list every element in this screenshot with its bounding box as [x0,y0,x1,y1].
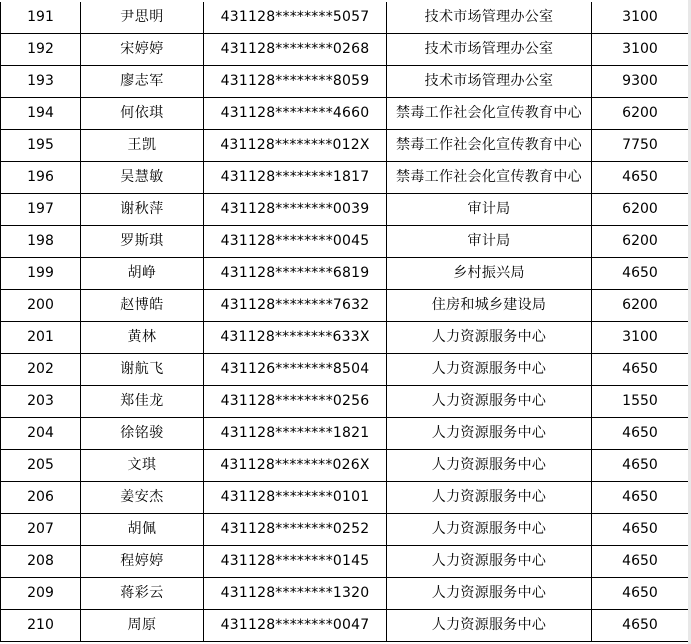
cell-id-number[interactable]: 431128********633X [204,322,387,354]
cell-amount[interactable]: 4650 [592,546,689,578]
cell-work-unit[interactable]: 禁毒工作社会化宣传教育中心 [387,98,592,130]
cell-id-number[interactable]: 431128********012X [204,130,387,162]
cell-id-number[interactable]: 431128********6819 [204,258,387,290]
cell-amount[interactable]: 3100 [592,34,689,66]
cell-person-name[interactable]: 徐铭骏 [81,418,204,450]
table-row [1,514,689,546]
table-row [1,610,689,642]
cell-person-name[interactable]: 赵博皓 [81,290,204,322]
cell-work-unit[interactable]: 人力资源服务中心 [387,514,592,546]
table-body [1,2,689,642]
cell-work-unit[interactable]: 审计局 [387,194,592,226]
cell-work-unit[interactable]: 人力资源服务中心 [387,386,592,418]
table-row [1,546,689,578]
table-row [1,162,689,194]
cell-amount[interactable]: 6200 [592,290,689,322]
cell-id-number[interactable]: 431128********0256 [204,386,387,418]
cell-amount[interactable]: 9300 [592,66,689,98]
table-row [1,130,689,162]
cell-amount[interactable]: 4650 [592,578,689,610]
cell-work-unit[interactable]: 人力资源服务中心 [387,418,592,450]
cell-person-name[interactable]: 蒋彩云 [81,578,204,610]
cell-work-unit[interactable]: 审计局 [387,226,592,258]
cell-id-number[interactable]: 431128********0252 [204,514,387,546]
cell-serial-number[interactable]: 209 [1,578,81,610]
cell-person-name[interactable]: 周原 [81,610,204,642]
cell-person-name[interactable]: 黄林 [81,322,204,354]
cell-person-name[interactable]: 胡峥 [81,258,204,290]
cell-id-number[interactable]: 431128********1821 [204,418,387,450]
cell-amount[interactable]: 3100 [592,322,689,354]
table-row [1,66,689,98]
cell-serial-number[interactable]: 196 [1,162,81,194]
cell-work-unit[interactable]: 乡村振兴局 [387,258,592,290]
cell-serial-number[interactable]: 207 [1,514,81,546]
table-row [1,386,689,418]
cell-serial-number[interactable]: 197 [1,194,81,226]
cell-amount[interactable]: 6200 [592,194,689,226]
cell-amount[interactable]: 4650 [592,482,689,514]
cell-work-unit[interactable]: 人力资源服务中心 [387,578,592,610]
cell-id-number[interactable]: 431128********0268 [204,34,387,66]
table-row [1,194,689,226]
table-row [1,450,689,482]
table-row [1,2,689,34]
table-row [1,578,689,610]
cell-person-name[interactable]: 何依琪 [81,98,204,130]
table-row [1,354,689,386]
cell-person-name[interactable]: 胡佩 [81,514,204,546]
cell-person-name[interactable]: 程婷婷 [81,546,204,578]
cell-amount[interactable]: 6200 [592,226,689,258]
cell-work-unit[interactable]: 人力资源服务中心 [387,546,592,578]
cell-serial-number[interactable]: 200 [1,290,81,322]
cell-id-number[interactable]: 431128********4660 [204,98,387,130]
cell-id-number[interactable]: 431128********0101 [204,482,387,514]
cell-amount[interactable]: 6200 [592,98,689,130]
cell-id-number[interactable]: 431128********0145 [204,546,387,578]
cell-amount[interactable]: 4650 [592,258,689,290]
cell-amount[interactable]: 4650 [592,162,689,194]
cell-serial-number[interactable]: 208 [1,546,81,578]
cell-amount[interactable]: 4650 [592,418,689,450]
cell-amount[interactable]: 4650 [592,354,689,386]
cell-person-name[interactable]: 郑佳龙 [81,386,204,418]
cell-work-unit[interactable]: 人力资源服务中心 [387,610,592,642]
cell-work-unit[interactable]: 技术市场管理办公室 [387,66,592,98]
cell-amount[interactable]: 4650 [592,450,689,482]
table-row [1,34,689,66]
cell-id-number[interactable]: 431128********8059 [204,66,387,98]
cell-id-number[interactable]: 431128********0039 [204,194,387,226]
cell-work-unit[interactable]: 人力资源服务中心 [387,450,592,482]
cell-serial-number[interactable]: 201 [1,322,81,354]
cell-id-number[interactable]: 431128********7632 [204,290,387,322]
cell-serial-number[interactable]: 192 [1,34,81,66]
cell-person-name[interactable]: 姜安杰 [81,482,204,514]
cell-work-unit[interactable]: 禁毒工作社会化宣传教育中心 [387,162,592,194]
cell-serial-number[interactable]: 206 [1,482,81,514]
cell-amount[interactable]: 3100 [592,2,689,34]
cell-person-name[interactable]: 廖志军 [81,66,204,98]
cell-serial-number[interactable]: 198 [1,226,81,258]
cell-amount[interactable]: 7750 [592,130,689,162]
cell-work-unit[interactable]: 技术市场管理办公室 [387,34,592,66]
cell-id-number[interactable]: 431128********1320 [204,578,387,610]
cell-person-name[interactable]: 王凯 [81,130,204,162]
cell-person-name[interactable]: 文琪 [81,450,204,482]
cell-work-unit[interactable]: 人力资源服务中心 [387,354,592,386]
cell-serial-number[interactable]: 210 [1,610,81,642]
cell-work-unit[interactable]: 禁毒工作社会化宣传教育中心 [387,130,592,162]
cell-id-number[interactable]: 431128********0047 [204,610,387,642]
cell-id-number[interactable]: 431128********026X [204,450,387,482]
table-row [1,226,689,258]
cell-id-number[interactable]: 431128********0045 [204,226,387,258]
cell-person-name[interactable]: 宋婷婷 [81,34,204,66]
cell-serial-number[interactable]: 202 [1,354,81,386]
cell-amount[interactable]: 1550 [592,386,689,418]
table-row [1,418,689,450]
cell-person-name[interactable]: 谢航飞 [81,354,204,386]
cell-work-unit[interactable]: 人力资源服务中心 [387,482,592,514]
cell-id-number[interactable]: 431126********8504 [204,354,387,386]
table-row [1,290,689,322]
cell-work-unit[interactable]: 住房和城乡建设局 [387,290,592,322]
cell-serial-number[interactable]: 193 [1,66,81,98]
cell-id-number[interactable]: 431128********1817 [204,162,387,194]
cell-amount[interactable]: 4650 [592,610,689,642]
cell-work-unit[interactable]: 技术市场管理办公室 [387,2,592,34]
cell-person-name[interactable]: 谢秋萍 [81,194,204,226]
cell-serial-number[interactable]: 203 [1,386,81,418]
cell-serial-number[interactable]: 194 [1,98,81,130]
table-row [1,482,689,514]
cell-work-unit[interactable]: 人力资源服务中心 [387,322,592,354]
cell-person-name[interactable]: 罗斯琪 [81,226,204,258]
cell-serial-number[interactable]: 195 [1,130,81,162]
cell-serial-number[interactable]: 204 [1,418,81,450]
cell-serial-number[interactable]: 205 [1,450,81,482]
data-table [0,2,689,642]
cell-serial-number[interactable]: 191 [1,2,81,34]
table-row [1,258,689,290]
cell-id-number[interactable]: 431128********5057 [204,2,387,34]
table-row [1,322,689,354]
cell-amount[interactable]: 4650 [592,514,689,546]
cell-person-name[interactable]: 尹思明 [81,2,204,34]
cell-serial-number[interactable]: 199 [1,258,81,290]
table-row [1,98,689,130]
cell-person-name[interactable]: 吴慧敏 [81,162,204,194]
